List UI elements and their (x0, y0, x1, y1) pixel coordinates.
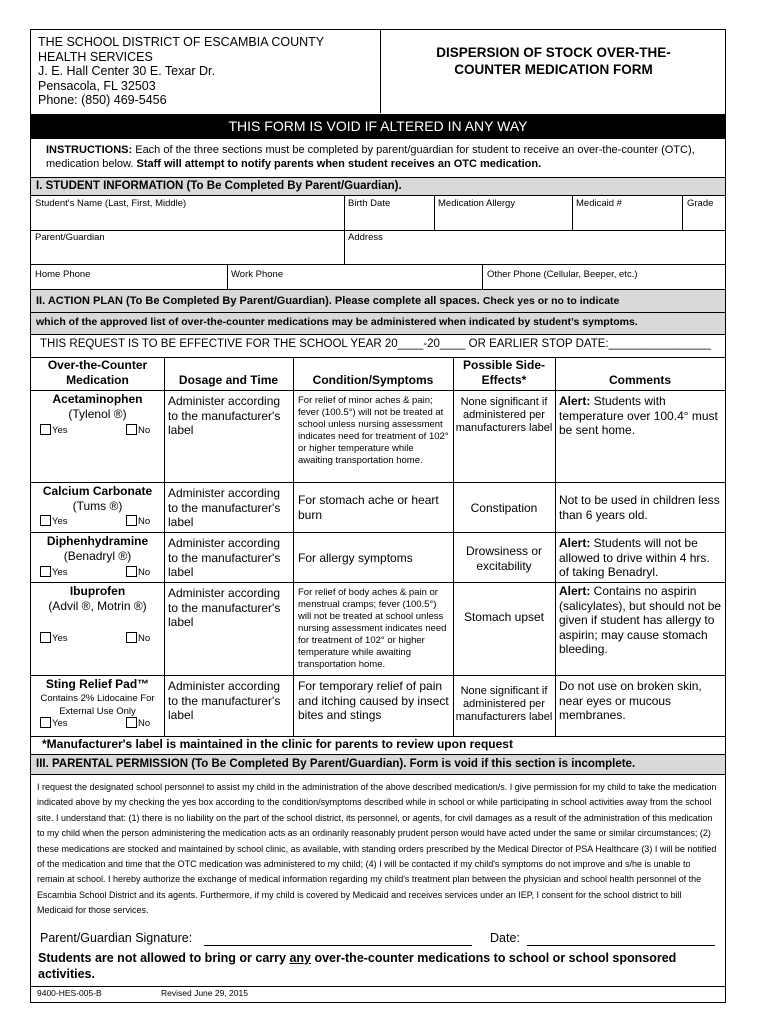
col-header-dosage: Dosage and Time (178, 373, 279, 387)
revised-date: Revised June 29, 2015 (161, 988, 248, 998)
permission-paragraph: I request the designated school personnel to assist my child in the administration of the above described medication/s. I give permission for my child to take the medication indicated above by my checking the yes box according to the condition/symptoms described while in school or while participating in school activities away from the school site. I understand that: (1) there is no liability on the part of the school district, its personnel, or agents, for civil damages as a result of the administration of this medication to my child when the person administering the medication acts as an ordinarily reasonably prudent person would have acted under the same or similar circumstances; (2) these medications are stocked and maintained by school clinic, as available, with standing orders prescribed by the Medical Director of PSA Healthcare (3) I will be notified of the medication and time that the OTC medication was administered to my child; (4) I will be contacted if my child's symptoms do not improve and s/he is unable to remain at school. I hereby authorize the exchange of medical information regarding my child's treatment plan between the physician and school health personnel of the Escambia School District and its agents. Furthermore, if my child is covered by Medicaid and receives services under an IEP, I consent for the school district to bill Medicaid for those services. (37, 782, 717, 916)
dosage-cell: Administer according to the manufacturer's label (168, 486, 281, 529)
section3-header: III. PARENTAL PERMISSION (To Be Completed By Parent/Guardian). Form is void if this section is incomplete. (31, 754, 725, 775)
dosage-cell: Administer according to the manufacturer's label (168, 536, 281, 579)
no-checkbox-sting-relief-pad[interactable]: No (126, 717, 150, 729)
dosage-cell: Administer according to the manufacturer's label (168, 679, 281, 722)
med-row-acetaminophen (31, 392, 164, 422)
med-name: Diphenhydramine (46, 534, 149, 548)
yes-checkbox-sting-relief-pad[interactable]: Yes (40, 717, 68, 729)
yes-checkbox-diphenhydramine[interactable]: Yes (40, 566, 68, 578)
side-effects-cell: None significant if administered per manufacturers label (455, 396, 553, 434)
no-checkbox-diphenhydramine[interactable]: No (126, 566, 150, 578)
med-row-calcium-carbonate (31, 484, 164, 514)
section2-title-b: Check yes or no to indicate (482, 295, 620, 307)
instructions-label: INSTRUCTIONS: (46, 144, 133, 156)
no-checkbox-calcium-carbonate[interactable]: No (126, 515, 150, 527)
org-line: Pensacola, FL 32503 (38, 78, 156, 93)
form-title-line2: COUNTER MEDICATION FORM (454, 62, 653, 77)
date-line[interactable] (527, 945, 715, 946)
no-checkbox-acetaminophen[interactable]: No (126, 424, 150, 436)
dosage-cell: Administer according to the manufacturer's label (168, 586, 281, 629)
void-banner: THIS FORM IS VOID IF ALTERED IN ANY WAY (31, 114, 725, 139)
side-effects-cell: None significant if administered per manufacturers label (455, 685, 553, 723)
col-header-condition: Condition/Symptoms (312, 373, 434, 387)
parent-guardian-field[interactable]: Parent/Guardian (35, 232, 105, 243)
form-number: 9400-HES-005-B (37, 988, 102, 998)
medicaid-field[interactable]: Medicaid # (576, 198, 622, 209)
comments-cell: Alert: Contains no aspirin (salicylates), but should not be given if student has allergy to aspirin; may cause stomach bleeding. (559, 584, 722, 656)
condition-cell: For allergy symptoms (298, 551, 413, 565)
comments-cell: Alert: Students with temperature over 100.4° must be sent home. (559, 394, 718, 437)
effective-year-line[interactable]: THIS REQUEST IS TO BE EFFECTIVE FOR THE SCHOOL YEAR 20____-20____ OR EARLIER STOP DATE:________________ (40, 338, 711, 350)
org-line: HEALTH SERVICES (38, 49, 153, 64)
work-phone-field[interactable]: Work Phone (231, 269, 284, 280)
manufacturer-label-footnote: *Manufacturer's label is maintained in the clinic for parents to review upon request (42, 737, 513, 751)
comments-cell: Alert: Students will not be allowed to drive within 4 hrs. of taking Benadryl. (559, 536, 710, 579)
carry-warning: Students are not allowed to bring or carry any over-the-counter medications to school or school sponsored activities. (38, 951, 677, 981)
col-header-medication: Over-the-Counter Medication (47, 358, 148, 387)
condition-cell: For temporary relief of pain and itching caused by insect bites and stings (298, 679, 449, 722)
med-row-sting-relief-pad (31, 677, 164, 718)
med-brand: (Benadryl ®) (63, 549, 132, 563)
birth-date-field[interactable]: Birth Date (348, 198, 391, 209)
yes-checkbox-ibuprofen[interactable]: Yes (40, 632, 68, 644)
med-brand: (Tylenol ®) (68, 407, 127, 421)
signature-line[interactable] (204, 945, 472, 946)
org-line: J. E. Hall Center 30 E. Texar Dr. (38, 64, 215, 79)
med-row-diphenhydramine (31, 534, 164, 564)
comments-cell: Do not use on broken skin, near eyes or mucous membranes. (559, 679, 702, 722)
org-line: THE SCHOOL DISTRICT OF ESCAMBIA COUNTY (38, 35, 325, 49)
other-phone-field[interactable]: Other Phone (Cellular, Beeper, etc.) (487, 269, 638, 280)
section1-header: I. STUDENT INFORMATION (To Be Completed By Parent/Guardian). (31, 177, 725, 196)
condition-cell: For relief of minor aches & pain; fever (100.5°) will not be treated at school unless nursing assessment indicates need for treatment of 102° or higher temperature while awaiting transportation home. (298, 395, 449, 466)
med-row-ibuprofen (31, 584, 164, 614)
section2-title-line2: which of the approved list of over-the-counter medications may be administered when indicated by student’s symptoms. (36, 316, 638, 328)
dosage-cell: Administer according to the manufacturer's label (168, 394, 281, 437)
side-effects-cell: Constipation (470, 501, 538, 515)
org-address-block (38, 35, 324, 108)
instructions (46, 143, 718, 171)
instructions-text: Each of the three sections must be completed by parent/guardian for student to receive an over-the-counter (OTC), medication below. (46, 144, 695, 170)
student-name-field[interactable]: Student's Name (Last, First, Middle) (35, 198, 187, 209)
med-brand: Contains 2% Lidocaine For External Use Only (40, 693, 155, 717)
col-header-comments: Comments (608, 373, 671, 387)
med-name: Ibuprofen (69, 584, 126, 598)
med-name: Acetaminophen (52, 392, 143, 406)
date-label: Date: (490, 931, 520, 945)
yes-checkbox-calcium-carbonate[interactable]: Yes (40, 515, 68, 527)
form-title-line1: DISPERSION OF STOCK OVER-THE- (436, 45, 671, 60)
yes-checkbox-acetaminophen[interactable]: Yes (40, 424, 68, 436)
form-title (380, 29, 726, 113)
address-field[interactable]: Address (348, 232, 383, 243)
org-line: Phone: (850) 469-5456 (38, 93, 167, 108)
no-checkbox-ibuprofen[interactable]: No (126, 632, 150, 644)
signature-label: Parent/Guardian Signature: (40, 931, 193, 945)
side-effects-cell: Drowsiness or excitability (465, 544, 543, 573)
condition-cell: For relief of body aches & pain or menstrual cramps; fever (100.5°) will not be treated at school unless nursing assessment indicates need for treatment of 102° or higher temperature while awaiting transportation home. (298, 587, 447, 670)
med-brand: (Tums ®) (72, 499, 123, 513)
med-brand: (Advil ®, Motrin ®) (48, 599, 147, 613)
section2-title-a: II. ACTION PLAN (To Be Completed By Parent/Guardian). Please complete all spaces. (36, 295, 483, 307)
instructions-bold-tail: Staff will attempt to notify parents when student receives an OTC medication. (136, 158, 542, 170)
med-name: Calcium Carbonate (42, 484, 153, 498)
grade-field[interactable]: Grade (687, 198, 714, 209)
med-name: Sting Relief Pad™ (45, 677, 150, 691)
medication-allergy-field[interactable]: Medication Allergy (438, 198, 516, 209)
side-effects-cell: Stomach upset (463, 610, 545, 624)
condition-cell: For stomach ache or heart burn (298, 493, 439, 522)
col-header-side-effects: Possible Side-Effects* (462, 358, 546, 387)
comments-cell: Not to be used in children less than 6 years old. (559, 493, 720, 522)
home-phone-field[interactable]: Home Phone (35, 269, 91, 280)
